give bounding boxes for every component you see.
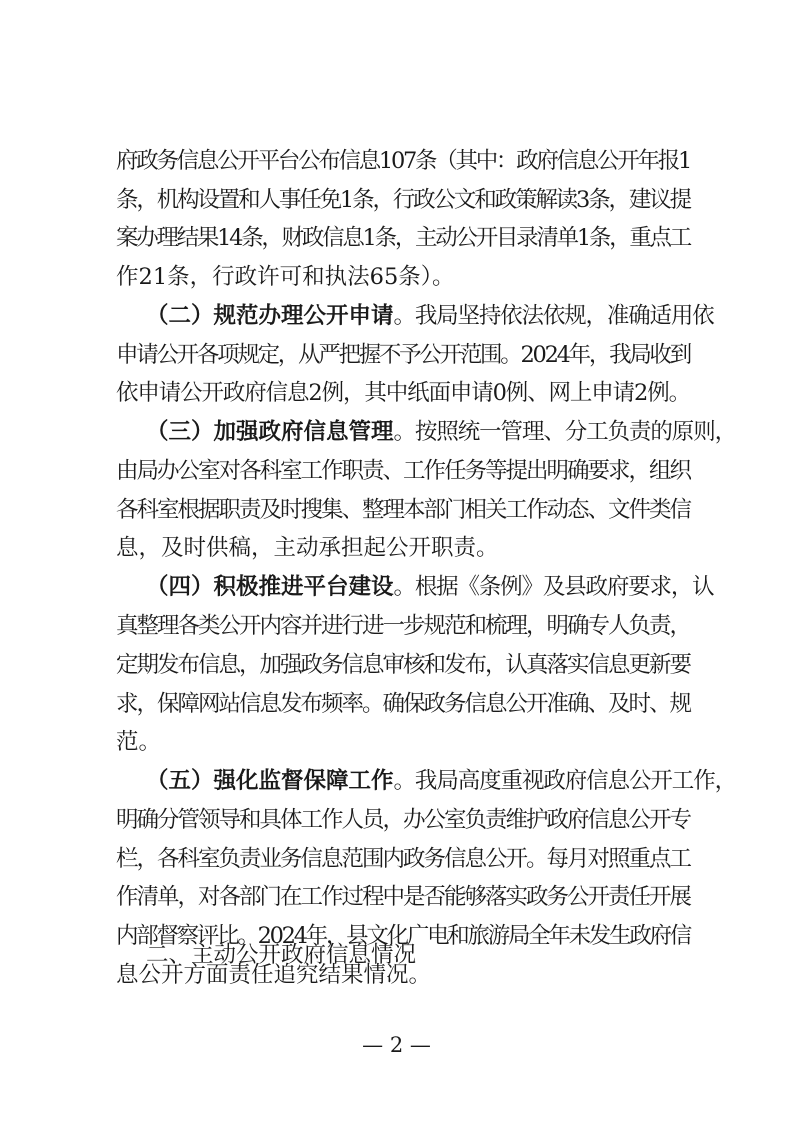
line-text: 。根据《条例》及县政府要求，认 (393, 574, 714, 600)
paragraph-line (0, 453, 793, 489)
section-heading-line (0, 298, 793, 334)
section-heading-line (0, 414, 793, 450)
section-heading-2: 二、主动公开政府信息情况 (146, 942, 417, 968)
paragraph-line (0, 608, 793, 644)
paragraph-line (0, 375, 793, 411)
line-text: 条，机构设置和人事任免1条，行政公文和政策解读3条，建议提 (116, 187, 690, 213)
section-title: （五）强化监督保障工作 (146, 768, 394, 794)
paragraph-line (0, 143, 793, 179)
line-text: 府政务信息公开平台公布信息107条（其中：政府信息公开年报1 (116, 148, 690, 174)
section-title: （三）加强政府信息管理 (146, 419, 394, 445)
paragraph-line (0, 686, 793, 722)
paragraph-line (0, 492, 793, 528)
line-text: 作21条，行政许可和执法65条）。 (116, 264, 455, 290)
line-text: 依申请公开政府信息2例，其中纸面申请0例、网上申请2例。 (116, 380, 690, 406)
section-title: （四）积极推进平台建设 (146, 574, 394, 600)
paragraph-line (0, 724, 793, 760)
section-title: （二）规范办理公开申请 (146, 303, 394, 329)
line-text: 各科室根据职责及时搜集、整理本部门相关工作动态、文件类信 (116, 497, 690, 523)
line-text: 。我局高度重视政府信息公开工作， (393, 768, 737, 794)
line-text: 求，保障网站信息发布频率。确保政务信息公开准确、及时、规 (116, 691, 690, 717)
paragraph-line (0, 259, 793, 295)
line-text: 定期发布信息，加强政务信息审核和发布，认真落实信息更新要 (116, 652, 690, 678)
line-text: 栏，各科室负责业务信息范围内政务信息公开。每月对照重点工 (116, 846, 690, 872)
line-text: 作清单，对各部门在工作过程中是否能够落实政务公开责任开展 (116, 884, 690, 910)
paragraph-line (0, 182, 793, 218)
page-number: — 2 — (362, 1033, 431, 1057)
paragraph-line (0, 220, 793, 256)
line-text: 明确分管领导和具体工作人员，办公室负责维护政府信息公开专 (116, 807, 690, 833)
section-heading-line (0, 569, 793, 605)
line-text: 。我局坚持依法依规，准确适用依 (393, 303, 714, 329)
line-text: 申请公开各项规定，从严把握不予公开范围。2024年，我局收到 (116, 342, 690, 368)
paragraph-line (0, 879, 793, 915)
paragraph-line (0, 530, 793, 566)
section-heading-line (0, 763, 793, 799)
line-text: 。按照统一管理、分工负责的原则， (393, 419, 737, 445)
line-text: 由局办公室对各科室工作职责、工作任务等提出明确要求，组织 (116, 458, 690, 484)
paragraph-line (0, 841, 793, 877)
paragraph-line (0, 337, 793, 373)
paragraph-line (0, 802, 793, 838)
line-text: 案办理结果14条，财政信息1条，主动公开目录清单1条，重点工 (116, 225, 690, 251)
paragraph-line (0, 647, 793, 683)
line-text: 息公开方面责任追究结果情况。 (116, 962, 432, 988)
line-text: 内部督察评比。2024年，县文化广电和旅游局全年未发生政府信 (116, 923, 690, 949)
line-text: 范。 (116, 729, 162, 755)
line-text: 息，及时供稿，主动承担起公开职责。 (116, 535, 499, 561)
line-text: 真整理各类公开内容并进行进一步规范和梳理，明确专人负责， (116, 613, 690, 639)
